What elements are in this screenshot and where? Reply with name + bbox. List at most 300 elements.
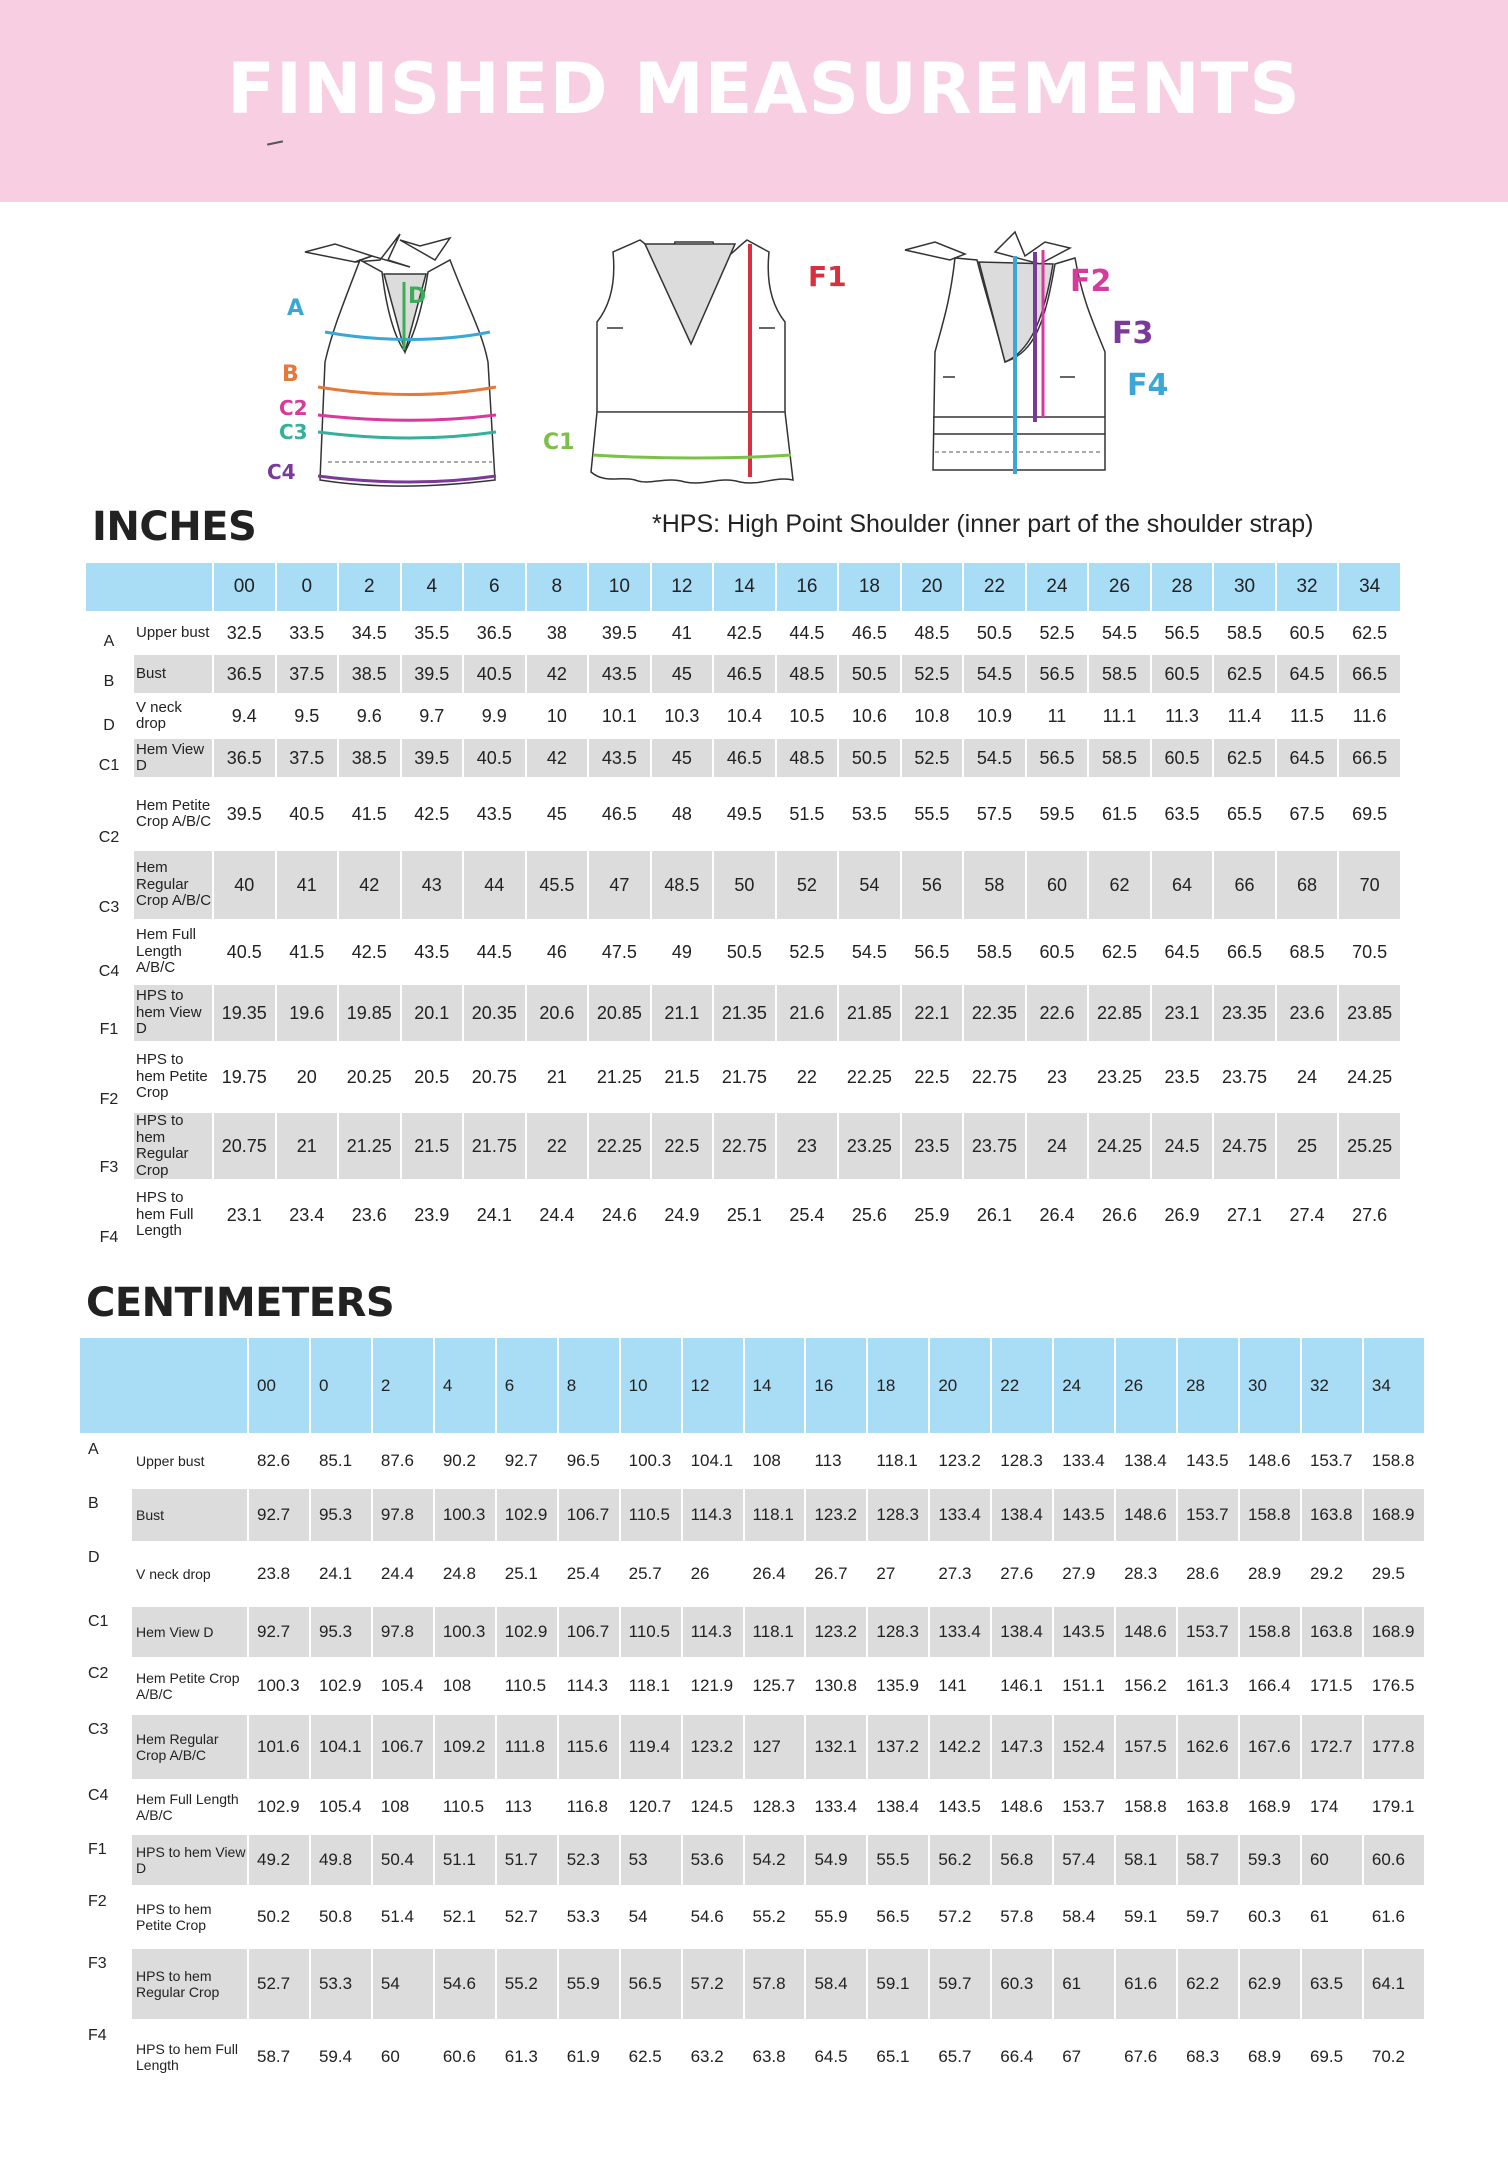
value-cell: 65.1 [876,2047,910,2066]
value-cell: 130.8 [814,1676,857,1695]
value-cell: 53.3 [566,1907,600,1926]
value-cell: 23.6 [1277,985,1338,1041]
value-cell: 19.6 [277,985,338,1041]
size-header: 8 [527,563,588,611]
value-cell: 92.7 [249,1607,309,1657]
size-header: 14 [714,563,775,611]
label-f2: F2 [1070,264,1112,299]
value-cell: 45.5 [527,851,588,919]
value-cell: 138.4 [992,1607,1052,1657]
value-cell: 96.5 [566,1451,600,1470]
row-label: Upper bust [136,623,210,641]
value-cell: 61 [1054,1949,1114,2019]
value-cell: 23.85 [1339,985,1400,1041]
value-cell: 123.2 [683,1715,743,1779]
value-cell: 20.25 [346,1066,392,1087]
row-label: HPS to hem Petite Crop [136,1900,212,1933]
value-cell: 19.35 [214,985,275,1041]
value-cell: 47.5 [601,941,637,962]
size-header: 28 [1178,1338,1238,1433]
size-header: 10 [589,563,650,611]
row-label: Upper bust [136,1452,205,1469]
value-cell: 62.2 [1178,1949,1238,2019]
value-cell: 66.5 [1226,941,1263,962]
value-cell: 50 [714,851,775,919]
size-header: 26 [1116,1338,1176,1433]
row-code: F1 [80,1835,130,1885]
size-header: 2 [339,563,400,611]
size-header: 00 [249,1338,309,1433]
row-code: D [80,1543,130,1605]
value-cell: 106.7 [559,1489,619,1541]
value-cell: 54 [373,1949,433,2019]
value-cell: 63.5 [1302,1949,1362,2019]
value-cell: 24.9 [664,1204,700,1225]
value-cell: 24.1 [476,1204,512,1225]
value-cell: 128.3 [1000,1451,1043,1470]
value-cell: 49.8 [311,1835,371,1885]
view-d-drawing [535,212,855,492]
table-row [86,1043,1400,1111]
value-cell: 22.1 [902,985,963,1041]
centimeters-table [78,1336,1426,2095]
value-cell: 111.8 [497,1715,557,1779]
value-cell: 58.4 [1062,1907,1096,1926]
value-cell: 56.5 [1027,655,1088,693]
value-cell: 110.5 [621,1489,681,1541]
value-cell: 62.5 [1352,622,1388,643]
value-cell: 102.9 [497,1489,557,1541]
size-header: 30 [1214,563,1275,611]
size-header: 16 [806,1338,866,1433]
table-row [80,1715,1424,1779]
value-cell: 148.6 [1000,1797,1043,1816]
side-view-illustration [895,212,1195,492]
value-cell: 56.8 [992,1835,1052,1885]
header-blank-cell [80,1338,247,1433]
value-cell: 40 [214,851,275,919]
value-cell: 59.5 [1039,803,1075,824]
value-cell: 25 [1277,1113,1338,1179]
value-cell: 43 [402,851,463,919]
value-cell: 38 [546,622,567,643]
value-cell: 24.4 [380,1564,414,1583]
value-cell: 105.4 [380,1676,424,1695]
value-cell: 21.85 [839,985,900,1041]
row-label: HPS to hem Regular Crop [132,1949,247,2019]
value-cell: 44 [464,851,525,919]
value-cell: 52.5 [789,941,825,962]
row-label: Hem Petite Crop A/B/C [136,1669,240,1702]
value-cell: 28.9 [1248,1564,1282,1583]
value-cell: 45 [546,803,567,824]
value-cell: 61.6 [1371,1907,1405,1926]
value-cell: 36.5 [214,739,275,777]
value-cell: 9.4 [231,705,257,726]
value-cell: 158.8 [1240,1489,1300,1541]
value-cell: 50.5 [976,622,1012,643]
value-cell: 54.9 [806,1835,866,1885]
value-cell: 60 [1302,1835,1362,1885]
value-cell: 63.8 [752,2047,786,2066]
value-cell: 54 [839,851,900,919]
value-cell: 10.6 [851,705,887,726]
value-cell: 66.5 [1339,655,1400,693]
value-cell: 46.5 [714,739,775,777]
value-cell: 49 [671,941,692,962]
value-cell: 34.5 [351,622,387,643]
value-cell: 25.25 [1339,1113,1400,1179]
value-cell: 10.1 [601,705,637,726]
table-row [86,655,1400,693]
value-cell: 24.6 [601,1204,637,1225]
value-cell: 87.6 [380,1451,414,1470]
value-cell: 179.1 [1371,1797,1415,1816]
value-cell: 114.3 [683,1489,743,1541]
value-cell: 11 [1047,705,1067,726]
value-cell: 102.9 [257,1797,300,1816]
size-header: 4 [402,563,463,611]
value-cell: 57.2 [938,1907,972,1926]
value-cell: 36.5 [214,655,275,693]
value-cell: 128.3 [868,1489,928,1541]
value-cell: 148.6 [1116,1607,1176,1657]
value-cell: 109.2 [435,1715,495,1779]
value-cell: 166.4 [1248,1676,1291,1695]
value-cell: 64.5 [1277,655,1338,693]
value-cell: 64.1 [1364,1949,1424,2019]
value-cell: 60.5 [1152,739,1213,777]
value-cell: 21.25 [596,1066,642,1087]
value-cell: 102.9 [318,1676,362,1695]
value-cell: 43.5 [589,739,650,777]
value-cell: 105.4 [318,1797,362,1816]
row-code: F1 [86,985,132,1041]
value-cell: 23 [777,1113,838,1179]
size-header: 30 [1240,1338,1300,1433]
label-c2: C2 [279,396,308,420]
value-cell: 25.9 [914,1204,950,1225]
value-cell: 54.6 [435,1949,495,2019]
value-cell: 56.5 [914,941,950,962]
value-cell: 113 [814,1451,842,1470]
view-d-illustration [535,212,855,492]
table-row [80,1949,1424,2019]
value-cell: 62.5 [1101,941,1137,962]
value-cell: 22.25 [846,1066,892,1087]
row-code: A [80,1435,130,1487]
value-cell: 62.5 [1214,739,1275,777]
value-cell: 52 [777,851,838,919]
page-title: FINISHED MEASUREMENTS [227,48,1301,130]
value-cell: 28.3 [1124,1564,1158,1583]
value-cell: 102.9 [497,1607,557,1657]
value-cell: 25.7 [628,1564,662,1583]
value-cell: 52.1 [442,1907,476,1926]
value-cell: 61.6 [1116,1949,1176,2019]
value-cell: 20 [296,1066,317,1087]
value-cell: 104.1 [690,1451,734,1470]
value-cell: 23.9 [414,1204,450,1225]
size-header: 16 [777,563,838,611]
value-cell: 46.5 [601,803,637,824]
value-cell: 50.2 [257,1907,291,1926]
label-f1: F1 [808,260,847,293]
value-cell: 40.5 [464,655,525,693]
value-cell: 59.3 [1240,1835,1300,1885]
value-cell: 133.4 [1062,1451,1105,1470]
value-cell: 143.5 [1054,1489,1114,1541]
table-row [86,1181,1400,1249]
value-cell: 26.1 [976,1204,1012,1225]
row-label: HPS to hem Regular Crop [134,1113,212,1179]
value-cell: 46 [546,941,567,962]
table-row [86,1113,1400,1179]
row-label: Hem Regular Crop A/B/C [132,1715,247,1779]
value-cell: 23.5 [1164,1066,1200,1087]
value-cell: 138.4 [1124,1451,1167,1470]
table-row [86,779,1400,849]
label-c4: C4 [267,460,296,484]
inches-table-body [86,613,1400,1249]
value-cell: 60.5 [1152,655,1213,693]
value-cell: 26.4 [752,1564,786,1583]
row-label: HPS to hem View D [134,985,212,1041]
value-cell: 135.9 [876,1676,919,1695]
label-c3: C3 [279,420,308,444]
value-cell: 22.5 [914,1066,950,1087]
value-cell: 70.2 [1371,2047,1405,2066]
size-header: 20 [902,563,963,611]
value-cell: 177.8 [1364,1715,1424,1779]
value-cell: 11.1 [1102,705,1137,726]
value-cell: 152.4 [1054,1715,1114,1779]
size-header: 34 [1339,563,1400,611]
row-code: B [86,655,132,693]
value-cell: 108 [442,1676,472,1695]
row-code: C4 [80,1781,130,1833]
size-header: 0 [311,1338,371,1433]
value-cell: 52.5 [902,655,963,693]
value-cell: 132.1 [806,1715,866,1779]
row-code: F2 [80,1887,130,1947]
value-cell: 100.3 [257,1676,300,1695]
value-cell: 25.4 [789,1204,825,1225]
value-cell: 10.3 [664,705,700,726]
value-cell: 27.4 [1289,1204,1325,1225]
table-row [80,2021,1424,2093]
size-header: 32 [1277,563,1338,611]
value-cell: 21.5 [664,1066,700,1087]
value-cell: 120.7 [628,1797,672,1816]
value-cell: 92.7 [249,1489,309,1541]
value-cell: 24.25 [1347,1066,1393,1087]
label-f3: F3 [1112,316,1154,351]
value-cell: 133.4 [930,1489,990,1541]
value-cell: 143.5 [1186,1451,1229,1470]
value-cell: 51.1 [435,1835,495,1885]
size-header: 20 [930,1338,990,1433]
value-cell: 67 [1062,2047,1082,2066]
value-cell: 11.5 [1290,705,1324,726]
value-cell: 42 [527,655,588,693]
value-cell: 106.7 [373,1715,433,1779]
value-cell: 172.7 [1302,1715,1362,1779]
value-cell: 53.3 [311,1949,371,2019]
size-header: 12 [683,1338,743,1433]
value-cell: 41 [671,622,692,643]
label-c1: C1 [543,430,575,455]
value-cell: 97.8 [373,1607,433,1657]
value-cell: 61.3 [504,2047,538,2066]
size-header: 28 [1152,563,1213,611]
title-banner [0,0,1508,202]
value-cell: 54.5 [851,941,887,962]
value-cell: 39.5 [402,655,463,693]
value-cell: 50.4 [373,1835,433,1885]
value-cell: 143.5 [1054,1607,1114,1657]
value-cell: 20.75 [214,1113,275,1179]
value-cell: 142.2 [930,1715,990,1779]
value-cell: 64.5 [814,2047,848,2066]
value-cell: 85.1 [318,1451,353,1470]
value-cell: 38.5 [339,655,400,693]
size-header: 14 [745,1338,805,1433]
value-cell: 9.9 [481,705,507,726]
value-cell: 41 [277,851,338,919]
row-label: Hem Regular Crop A/B/C [134,851,212,919]
value-cell: 28.6 [1186,1564,1220,1583]
row-code: C4 [98,963,120,980]
value-cell: 58.7 [1178,1835,1238,1885]
value-cell: 20.85 [589,985,650,1041]
value-cell: 158.8 [1240,1607,1300,1657]
label-f4: F4 [1127,368,1169,403]
centimeters-table-body [80,1435,1424,2093]
value-cell: 45 [652,655,713,693]
value-cell: 60.3 [992,1949,1052,2019]
value-cell: 58 [964,851,1025,919]
value-cell: 20.1 [402,985,463,1041]
table-row [80,1659,1424,1713]
size-header: 12 [652,563,713,611]
table-row [86,739,1400,777]
row-code: F3 [80,1949,130,2019]
value-cell: 55.9 [814,1907,848,1926]
inches-table-header [86,563,1400,611]
value-cell: 163.8 [1186,1797,1229,1816]
row-code: C3 [86,851,132,919]
value-cell: 92.7 [504,1451,538,1470]
value-cell: 116.8 [566,1797,608,1816]
value-cell: 59.1 [868,1949,928,2019]
value-cell: 110.5 [621,1607,681,1657]
value-cell: 46.5 [851,622,887,643]
value-cell: 26.4 [1039,1204,1075,1225]
size-header: 4 [435,1338,495,1433]
value-cell: 23.8 [257,1564,291,1583]
value-cell: 151.1 [1062,1676,1105,1695]
centimeters-table-header [80,1338,1424,1433]
table-row [86,921,1400,983]
value-cell: 27.9 [1062,1564,1096,1583]
value-cell: 22.85 [1089,985,1150,1041]
value-cell: 58.7 [257,2047,291,2066]
value-cell: 168.9 [1248,1797,1291,1816]
value-cell: 46.5 [714,655,775,693]
value-cell: 22.75 [971,1066,1017,1087]
value-cell: 133.4 [930,1607,990,1657]
value-cell: 60.5 [1039,941,1075,962]
value-cell: 68 [1277,851,1338,919]
value-cell: 143.5 [938,1797,981,1816]
value-cell: 56 [902,851,963,919]
value-cell: 37.5 [277,739,338,777]
value-cell: 25.6 [851,1204,887,1225]
value-cell: 48.5 [652,851,713,919]
row-label: Hem View D [132,1607,247,1657]
value-cell: 63.5 [1164,803,1200,824]
value-cell: 58.5 [1089,739,1150,777]
row-label: Bust [134,655,212,693]
value-cell: 51.7 [497,1835,557,1885]
row-code: C1 [80,1607,130,1657]
row-label: HPS to hem Petite Crop [136,1051,208,1102]
row-code: D [103,717,115,734]
value-cell: 153.7 [1309,1451,1353,1470]
value-cell: 104.1 [311,1715,371,1779]
value-cell: 56.5 [876,1907,910,1926]
value-cell: 57.2 [683,1949,743,2019]
value-cell: 123.2 [806,1607,866,1657]
value-cell: 64 [1152,851,1213,919]
value-cell: 44.5 [476,941,512,962]
value-cell: 9.5 [294,705,320,726]
value-cell: 58.5 [1089,655,1150,693]
value-cell: 70.5 [1352,941,1388,962]
value-cell: 48.5 [914,622,950,643]
value-cell: 25.1 [504,1564,538,1583]
value-cell: 43.5 [589,655,650,693]
value-cell: 60 [380,2047,400,2066]
value-cell: 50.8 [318,1907,353,1926]
row-label: Hem View D [134,739,212,777]
value-cell: 60.5 [1289,622,1325,643]
value-cell: 49.5 [726,803,762,824]
value-cell: 58.1 [1116,1835,1176,1885]
value-cell: 25.4 [566,1564,600,1583]
value-cell: 42.5 [414,803,450,824]
value-cell: 19.85 [339,985,400,1041]
size-header: 18 [839,563,900,611]
value-cell: 54 [628,1907,648,1926]
value-cell: 54.2 [745,1835,805,1885]
row-code: C3 [80,1715,130,1779]
value-cell: 22.75 [714,1113,775,1179]
value-cell: 24.4 [539,1204,575,1225]
banner-mark [267,140,283,145]
value-cell: 32.5 [226,622,262,643]
value-cell: 27 [876,1564,896,1583]
value-cell: 163.8 [1302,1607,1362,1657]
size-header: 26 [1089,563,1150,611]
value-cell: 51.5 [789,803,825,824]
label-d: D [408,284,427,309]
value-cell: 54.5 [1101,622,1137,643]
row-code: F2 [99,1091,119,1108]
value-cell: 147.3 [992,1715,1052,1779]
size-header: 0 [277,563,338,611]
